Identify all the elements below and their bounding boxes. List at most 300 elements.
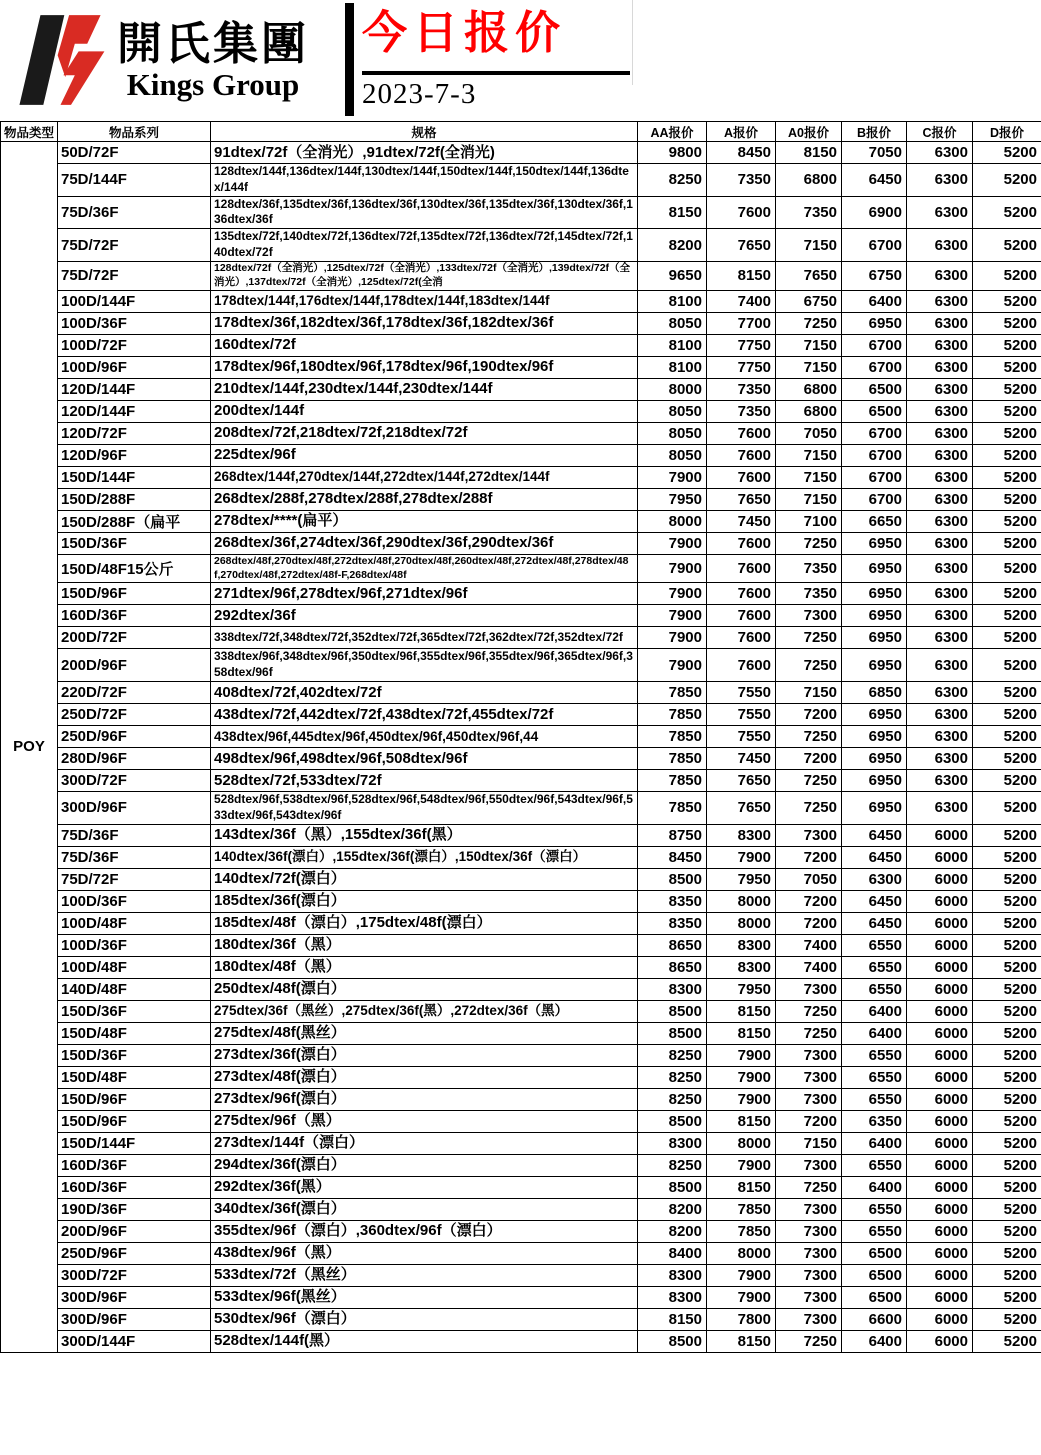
sheet-header [0, 0, 1041, 121]
price-cell-c: 6000 [907, 956, 973, 978]
price-cell-a0: 7150 [776, 1132, 842, 1154]
price-cell-a: 8150 [707, 1110, 776, 1132]
price-cell-a: 8450 [707, 142, 776, 164]
column-header-7: C报价 [907, 122, 973, 142]
price-cell-c: 6000 [907, 1044, 973, 1066]
spec-cell: 275dtex/36f（黑丝）,275dtex/36f(黑）,272dtex/36f（黑） [211, 1000, 638, 1022]
price-cell-aa: 8150 [638, 1308, 707, 1330]
price-cell-aa: 8350 [638, 912, 707, 934]
price-cell-b: 6550 [842, 1044, 907, 1066]
price-cell-b: 6900 [842, 196, 907, 229]
price-cell-d: 5200 [973, 627, 1041, 649]
spec-cell: 143dtex/36f（黑）,155dtex/36f(黑） [211, 824, 638, 846]
table-row [1, 682, 1041, 704]
price-cell-c: 6000 [907, 934, 973, 956]
price-cell-a0: 7050 [776, 422, 842, 444]
price-cell-a: 8150 [707, 1176, 776, 1198]
price-cell-a0: 7300 [776, 1264, 842, 1286]
price-cell-a: 7950 [707, 978, 776, 1000]
price-cell-a0: 6800 [776, 378, 842, 400]
table-row [1, 890, 1041, 912]
price-cell-b: 6550 [842, 1154, 907, 1176]
spec-cell: 338dtex/96f,348dtex/96f,350dtex/96f,355dtex/96f,355dtex/96f,365dtex/96f,358dtex/96f [211, 649, 638, 682]
series-cell: 100D/144F [58, 290, 211, 312]
price-cell-a0: 7300 [776, 1242, 842, 1264]
table-row [1, 1088, 1041, 1110]
price-cell-c: 6000 [907, 1330, 973, 1352]
table-row [1, 1286, 1041, 1308]
price-cell-a: 7850 [707, 1220, 776, 1242]
price-cell-a0: 7250 [776, 770, 842, 792]
spec-cell: 140dtex/72f(漂白） [211, 868, 638, 890]
price-cell-d: 5200 [973, 290, 1041, 312]
column-header-0: 物品类型 [1, 122, 58, 142]
price-cell-d: 5200 [973, 792, 1041, 825]
price-cell-d: 5200 [973, 1220, 1041, 1242]
spec-cell: 498dtex/96f,498dtex/96f,508dtex/96f [211, 748, 638, 770]
price-cell-b: 6950 [842, 627, 907, 649]
price-cell-a0: 7250 [776, 312, 842, 334]
price-cell-d: 5200 [973, 605, 1041, 627]
price-cell-b: 6950 [842, 770, 907, 792]
price-cell-c: 6300 [907, 488, 973, 510]
price-cell-a: 8300 [707, 956, 776, 978]
price-cell-aa: 8500 [638, 1110, 707, 1132]
price-cell-d: 5200 [973, 466, 1041, 488]
price-cell-c: 6300 [907, 444, 973, 466]
price-cell-aa: 8000 [638, 378, 707, 400]
price-cell-d: 5200 [973, 912, 1041, 934]
series-cell: 75D/72F [58, 229, 211, 262]
spec-cell: 275dtex/96f（黑） [211, 1110, 638, 1132]
price-cell-aa: 8250 [638, 1154, 707, 1176]
price-cell-a: 7650 [707, 792, 776, 825]
price-cell-a0: 7300 [776, 605, 842, 627]
table-row [1, 726, 1041, 748]
price-cell-b: 6450 [842, 912, 907, 934]
price-cell-b: 6700 [842, 488, 907, 510]
spec-cell: 273dtex/36f(漂白） [211, 1044, 638, 1066]
price-cell-b: 6550 [842, 1198, 907, 1220]
table-row [1, 1264, 1041, 1286]
price-cell-c: 6000 [907, 1000, 973, 1022]
table-row [1, 956, 1041, 978]
price-cell-b: 6550 [842, 1220, 907, 1242]
column-header-8: D报价 [973, 122, 1041, 142]
price-cell-b: 6400 [842, 290, 907, 312]
price-cell-aa: 8300 [638, 1264, 707, 1286]
series-cell: 150D/48F15公斤 [58, 554, 211, 583]
spec-cell: 338dtex/72f,348dtex/72f,352dtex/72f,365dtex/72f,362dtex/72f,352dtex/72f [211, 627, 638, 649]
price-cell-aa: 7900 [638, 466, 707, 488]
price-cell-b: 6550 [842, 934, 907, 956]
price-cell-d: 5200 [973, 1022, 1041, 1044]
price-cell-a: 8000 [707, 890, 776, 912]
price-cell-b: 6650 [842, 510, 907, 532]
series-cell: 300D/72F [58, 1264, 211, 1286]
series-cell: 75D/36F [58, 824, 211, 846]
table-row [1, 1110, 1041, 1132]
price-cell-a: 7800 [707, 1308, 776, 1330]
price-cell-a: 7750 [707, 334, 776, 356]
title-block [362, 2, 630, 119]
price-cell-aa: 7900 [638, 532, 707, 554]
price-cell-b: 6700 [842, 466, 907, 488]
spec-cell: 128dtex/72f（全消光）,125dtex/72f（全消光）,133dtex/72f（全消光）,139dtex/72f（全消光）,137dtex/72f（全消光）,125dtex/72f(全消 [211, 261, 638, 290]
spec-cell: 528dtex/96f,538dtex/96f,528dtex/96f,548dtex/96f,550dtex/96f,543dtex/96f,533dtex/96f,543dtex/96f [211, 792, 638, 825]
spec-cell: 160dtex/72f [211, 334, 638, 356]
table-row [1, 488, 1041, 510]
price-cell-d: 5200 [973, 1308, 1041, 1330]
price-cell-aa: 8000 [638, 510, 707, 532]
price-cell-b: 6600 [842, 1308, 907, 1330]
price-cell-d: 5200 [973, 890, 1041, 912]
price-cell-d: 5200 [973, 229, 1041, 262]
price-cell-aa: 8500 [638, 1022, 707, 1044]
price-cell-a: 8300 [707, 934, 776, 956]
price-cell-a0: 7250 [776, 1022, 842, 1044]
price-cell-aa: 7900 [638, 649, 707, 682]
table-row [1, 510, 1041, 532]
price-cell-a0: 7200 [776, 1110, 842, 1132]
series-cell: 100D/96F [58, 356, 211, 378]
page-title: 今日报价 [362, 7, 567, 58]
price-cell-a: 7550 [707, 726, 776, 748]
spec-cell: 185dtex/48f（漂白）,175dtex/48f(漂白） [211, 912, 638, 934]
price-cell-d: 5200 [973, 1330, 1041, 1352]
price-cell-d: 5200 [973, 726, 1041, 748]
price-cell-a0: 7150 [776, 356, 842, 378]
price-cell-d: 5200 [973, 142, 1041, 164]
price-cell-b: 6950 [842, 312, 907, 334]
spec-cell: 278dtex/****(扁平） [211, 510, 638, 532]
price-cell-d: 5200 [973, 846, 1041, 868]
header-gridline [632, 0, 633, 85]
price-cell-a0: 7400 [776, 956, 842, 978]
price-cell-a0: 7200 [776, 890, 842, 912]
price-cell-a: 7600 [707, 605, 776, 627]
series-cell: 300D/96F [58, 1286, 211, 1308]
series-cell: 200D/96F [58, 1220, 211, 1242]
price-cell-aa: 8050 [638, 422, 707, 444]
series-cell: 150D/144F [58, 466, 211, 488]
price-cell-a: 7550 [707, 682, 776, 704]
price-cell-b: 6950 [842, 583, 907, 605]
price-cell-c: 6000 [907, 890, 973, 912]
series-cell: 120D/72F [58, 422, 211, 444]
price-cell-b: 7050 [842, 142, 907, 164]
price-cell-a: 7750 [707, 356, 776, 378]
table-row [1, 912, 1041, 934]
price-cell-aa: 8300 [638, 1132, 707, 1154]
table-row [1, 868, 1041, 890]
price-cell-a: 7550 [707, 704, 776, 726]
spec-cell: 178dtex/36f,182dtex/36f,178dtex/36f,182dtex/36f [211, 312, 638, 334]
price-cell-c: 6300 [907, 164, 973, 197]
price-cell-c: 6300 [907, 378, 973, 400]
spec-cell: 268dtex/144f,270dtex/144f,272dtex/144f,272dtex/144f [211, 466, 638, 488]
spec-cell: 200dtex/144f [211, 400, 638, 422]
spec-cell: 178dtex/144f,176dtex/144f,178dtex/144f,183dtex/144f [211, 290, 638, 312]
price-cell-b: 6700 [842, 229, 907, 262]
price-cell-a: 7600 [707, 554, 776, 583]
spec-cell: 275dtex/48f(黑丝） [211, 1022, 638, 1044]
price-cell-a: 7350 [707, 378, 776, 400]
price-cell-aa: 8400 [638, 1242, 707, 1264]
price-cell-b: 6400 [842, 1330, 907, 1352]
price-cell-d: 5200 [973, 554, 1041, 583]
series-cell: 160D/36F [58, 1176, 211, 1198]
price-cell-aa: 7850 [638, 770, 707, 792]
series-cell: 200D/96F [58, 649, 211, 682]
price-cell-a0: 7350 [776, 554, 842, 583]
price-cell-aa: 8500 [638, 1176, 707, 1198]
price-cell-c: 6300 [907, 627, 973, 649]
column-header-3: AA报价 [638, 122, 707, 142]
table-row [1, 229, 1041, 262]
price-cell-d: 5200 [973, 444, 1041, 466]
price-cell-a: 7850 [707, 1198, 776, 1220]
price-cell-aa: 8100 [638, 334, 707, 356]
spec-cell: 528dtex/72f,533dtex/72f [211, 770, 638, 792]
price-cell-aa: 7900 [638, 583, 707, 605]
price-cell-d: 5200 [973, 1198, 1041, 1220]
price-cell-a: 7600 [707, 627, 776, 649]
price-cell-a0: 7300 [776, 1066, 842, 1088]
price-cell-a: 7450 [707, 510, 776, 532]
spec-cell: 438dtex/96f,445dtex/96f,450dtex/96f,450dtex/96f,44 [211, 726, 638, 748]
price-cell-c: 6300 [907, 770, 973, 792]
price-cell-aa: 8250 [638, 1044, 707, 1066]
price-cell-b: 6450 [842, 824, 907, 846]
price-cell-a0: 7200 [776, 846, 842, 868]
series-cell: 150D/288F（扁平 [58, 510, 211, 532]
price-cell-d: 5200 [973, 261, 1041, 290]
spec-cell: 533dtex/72f（黑丝） [211, 1264, 638, 1286]
table-row [1, 378, 1041, 400]
price-cell-b: 6400 [842, 1000, 907, 1022]
price-cell-a0: 7250 [776, 1000, 842, 1022]
price-cell-d: 5200 [973, 488, 1041, 510]
price-cell-a: 7700 [707, 312, 776, 334]
series-cell: 120D/144F [58, 378, 211, 400]
price-cell-c: 6300 [907, 532, 973, 554]
price-cell-c: 6000 [907, 1308, 973, 1330]
price-cell-c: 6300 [907, 649, 973, 682]
price-cell-b: 6350 [842, 1110, 907, 1132]
price-cell-c: 6300 [907, 196, 973, 229]
spec-cell: 140dtex/36f(漂白）,155dtex/36f(漂白）,150dtex/36f（漂白） [211, 846, 638, 868]
price-cell-b: 6700 [842, 444, 907, 466]
price-cell-a: 7900 [707, 1044, 776, 1066]
price-cell-b: 6550 [842, 978, 907, 1000]
table-row [1, 1154, 1041, 1176]
price-cell-d: 5200 [973, 356, 1041, 378]
table-row [1, 1242, 1041, 1264]
series-cell: 150D/48F [58, 1022, 211, 1044]
price-cell-d: 5200 [973, 1176, 1041, 1198]
price-cell-c: 6300 [907, 792, 973, 825]
table-row [1, 1308, 1041, 1330]
price-cell-aa: 8050 [638, 444, 707, 466]
price-cell-a: 7400 [707, 290, 776, 312]
price-cell-b: 6500 [842, 378, 907, 400]
price-cell-a0: 7300 [776, 1286, 842, 1308]
table-row [1, 1066, 1041, 1088]
price-cell-c: 6000 [907, 1066, 973, 1088]
price-cell-c: 6300 [907, 726, 973, 748]
price-cell-a0: 7150 [776, 488, 842, 510]
table-row [1, 444, 1041, 466]
price-cell-a0: 6800 [776, 164, 842, 197]
price-cell-a0: 7650 [776, 261, 842, 290]
price-cell-d: 5200 [973, 583, 1041, 605]
price-cell-d: 5200 [973, 824, 1041, 846]
price-cell-d: 5200 [973, 378, 1041, 400]
price-cell-c: 6300 [907, 554, 973, 583]
table-row [1, 400, 1041, 422]
column-header-2: 规格 [211, 122, 638, 142]
series-cell: 150D/96F [58, 1110, 211, 1132]
price-cell-d: 5200 [973, 1088, 1041, 1110]
series-cell: 100D/36F [58, 890, 211, 912]
series-cell: 160D/36F [58, 605, 211, 627]
table-row [1, 422, 1041, 444]
price-cell-c: 6300 [907, 142, 973, 164]
price-cell-c: 6300 [907, 290, 973, 312]
series-cell: 280D/96F [58, 748, 211, 770]
price-cell-b: 6450 [842, 846, 907, 868]
series-cell: 75D/36F [58, 196, 211, 229]
spec-cell: 208dtex/72f,218dtex/72f,218dtex/72f [211, 422, 638, 444]
price-cell-a0: 7350 [776, 196, 842, 229]
series-cell: 250D/72F [58, 704, 211, 726]
price-cell-a0: 7300 [776, 1220, 842, 1242]
price-cell-b: 6500 [842, 1264, 907, 1286]
price-cell-c: 6000 [907, 868, 973, 890]
series-cell: 300D/144F [58, 1330, 211, 1352]
price-cell-aa: 8200 [638, 1220, 707, 1242]
series-cell: 150D/36F [58, 532, 211, 554]
price-cell-b: 6500 [842, 1286, 907, 1308]
series-cell: 190D/36F [58, 1198, 211, 1220]
table-body [1, 142, 1041, 1353]
spec-cell: 180dtex/48f（黑） [211, 956, 638, 978]
price-cell-d: 5200 [973, 1242, 1041, 1264]
price-cell-a0: 7150 [776, 334, 842, 356]
price-cell-c: 6300 [907, 400, 973, 422]
spec-cell: 355dtex/96f（漂白）,360dtex/96f（漂白） [211, 1220, 638, 1242]
series-cell: 120D/144F [58, 400, 211, 422]
table-header [1, 122, 1041, 142]
price-cell-b: 6550 [842, 1066, 907, 1088]
price-cell-aa: 7900 [638, 627, 707, 649]
price-cell-d: 5200 [973, 868, 1041, 890]
price-cell-c: 6000 [907, 912, 973, 934]
price-cell-d: 5200 [973, 532, 1041, 554]
price-cell-d: 5200 [973, 1066, 1041, 1088]
price-table [0, 121, 1041, 1353]
spec-cell: 533dtex/96f(黑丝） [211, 1286, 638, 1308]
spec-cell: 135dtex/72f,140dtex/72f,136dtex/72f,135dtex/72f,136dtex/72f,145dtex/72f,140dtex/72f [211, 229, 638, 262]
price-cell-c: 6000 [907, 1088, 973, 1110]
price-cell-c: 6000 [907, 1110, 973, 1132]
price-cell-b: 6750 [842, 261, 907, 290]
price-cell-b: 6950 [842, 726, 907, 748]
price-cell-d: 5200 [973, 1132, 1041, 1154]
price-cell-a0: 7150 [776, 682, 842, 704]
price-cell-a: 7600 [707, 532, 776, 554]
price-cell-a: 7450 [707, 748, 776, 770]
spec-cell: 294dtex/36f(漂白） [211, 1154, 638, 1176]
table-row [1, 649, 1041, 682]
price-cell-a0: 7250 [776, 792, 842, 825]
price-cell-a: 7600 [707, 649, 776, 682]
price-cell-aa: 7900 [638, 605, 707, 627]
price-cell-c: 6300 [907, 261, 973, 290]
price-cell-aa: 8250 [638, 1066, 707, 1088]
price-cell-aa: 9650 [638, 261, 707, 290]
price-cell-d: 5200 [973, 649, 1041, 682]
price-cell-aa: 7950 [638, 488, 707, 510]
price-cell-c: 6000 [907, 1154, 973, 1176]
series-cell: 120D/96F [58, 444, 211, 466]
price-cell-a0: 7150 [776, 444, 842, 466]
price-cell-a: 7600 [707, 466, 776, 488]
price-cell-a: 7900 [707, 1264, 776, 1286]
price-cell-d: 5200 [973, 312, 1041, 334]
table-row [1, 1132, 1041, 1154]
price-cell-c: 6300 [907, 356, 973, 378]
price-cell-aa: 8500 [638, 868, 707, 890]
price-cell-b: 6400 [842, 1132, 907, 1154]
table-row [1, 312, 1041, 334]
price-cell-a: 8150 [707, 261, 776, 290]
series-cell: 150D/36F [58, 1044, 211, 1066]
price-cell-aa: 8200 [638, 229, 707, 262]
price-cell-a0: 7200 [776, 704, 842, 726]
price-cell-a: 8000 [707, 912, 776, 934]
price-cell-c: 6000 [907, 1286, 973, 1308]
table-row [1, 164, 1041, 197]
price-cell-b: 6950 [842, 792, 907, 825]
table-row [1, 1176, 1041, 1198]
series-cell: 250D/96F [58, 1242, 211, 1264]
spec-cell: 292dtex/36f(黑） [211, 1176, 638, 1198]
price-cell-d: 5200 [973, 748, 1041, 770]
price-cell-a: 7650 [707, 229, 776, 262]
price-cell-c: 6000 [907, 1264, 973, 1286]
series-cell: 220D/72F [58, 682, 211, 704]
series-cell: 150D/96F [58, 1088, 211, 1110]
series-cell: 250D/96F [58, 726, 211, 748]
spec-cell: 273dtex/48f(漂白） [211, 1066, 638, 1088]
price-cell-b: 6950 [842, 605, 907, 627]
price-cell-d: 5200 [973, 704, 1041, 726]
price-cell-b: 6700 [842, 334, 907, 356]
table-row [1, 770, 1041, 792]
item-type-cell: POY [1, 142, 58, 1353]
series-cell: 150D/144F [58, 1132, 211, 1154]
table-row [1, 704, 1041, 726]
company-name-chinese: 開氏集團 [117, 18, 310, 69]
series-cell: 75D/72F [58, 868, 211, 890]
price-cell-b: 6450 [842, 164, 907, 197]
price-cell-aa: 8250 [638, 1088, 707, 1110]
spec-cell: 178dtex/96f,180dtex/96f,178dtex/96f,190dtex/96f [211, 356, 638, 378]
table-row [1, 142, 1041, 164]
price-cell-a0: 7300 [776, 824, 842, 846]
